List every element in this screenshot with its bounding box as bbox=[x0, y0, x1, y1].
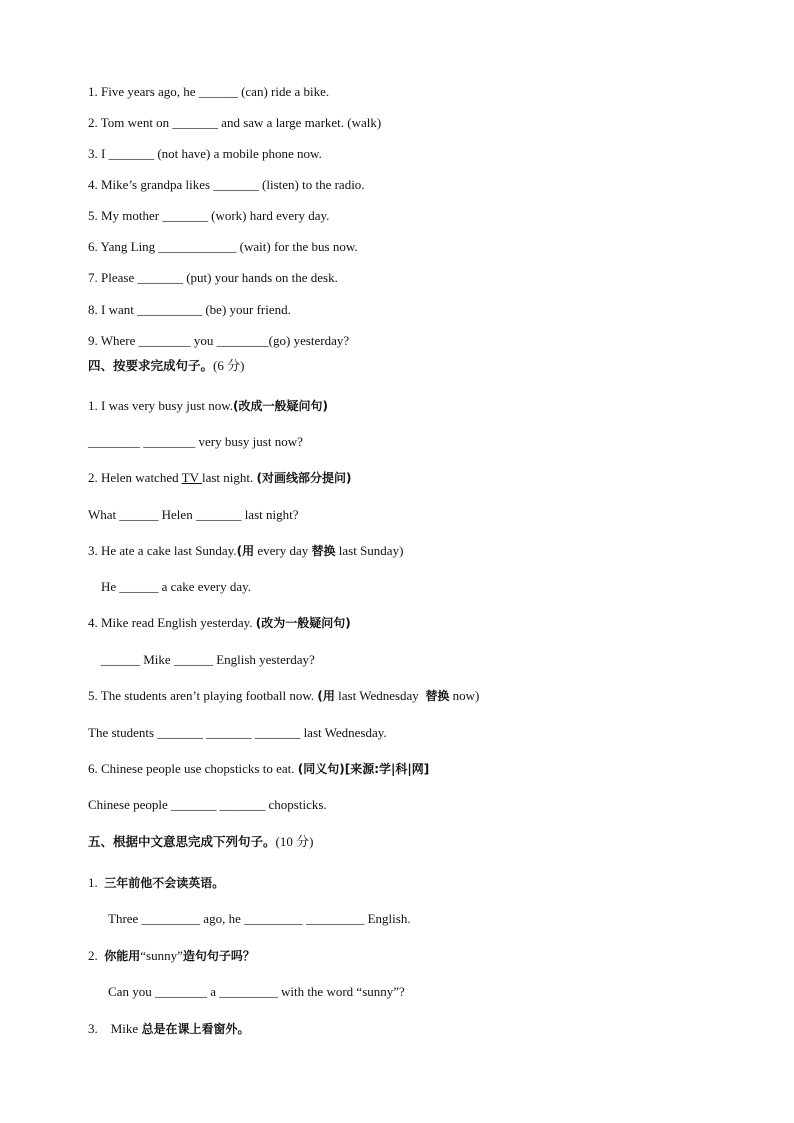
question-instruction: (用 bbox=[317, 689, 335, 703]
exercise-item: 8. I want __________ (be) your friend. bbox=[88, 302, 291, 317]
question-text: last night. bbox=[201, 470, 257, 485]
answer-line: Three _________ ago, he _________ _________ English. bbox=[108, 911, 411, 926]
question-text: “sunny” bbox=[140, 948, 183, 963]
question-chinese: 三年前他不会读英语。 bbox=[104, 876, 225, 890]
question-chinese: 总是在课上看窗外。 bbox=[141, 1022, 250, 1036]
question-text: every day bbox=[254, 543, 312, 558]
question-4-5 bbox=[88, 688, 479, 704]
exercise-item: 1. Five years ago, he ______ (can) ride a bike. bbox=[88, 84, 330, 99]
heading-points: (6 分) bbox=[213, 358, 245, 373]
question-5-2 bbox=[88, 948, 255, 964]
question-text: last Sunday) bbox=[335, 543, 404, 558]
answer-line: What ______ Helen _______ last night? bbox=[88, 507, 299, 522]
answer-line: Chinese people _______ _______ chopsticks. bbox=[88, 797, 327, 812]
exercise-item: 4. Mike’s grandpa likes _______ (listen) to the radio. bbox=[88, 177, 365, 192]
question-5-1 bbox=[88, 875, 224, 891]
answer-line: ______ Mike ______ English yesterday? bbox=[101, 652, 315, 667]
question-4-6 bbox=[88, 761, 429, 777]
question-instruction: 替换 bbox=[311, 544, 336, 558]
answer-line: He ______ a cake every day. bbox=[101, 579, 252, 594]
question-instruction: (改成一般疑问句) bbox=[233, 399, 329, 413]
section-heading-5 bbox=[88, 834, 313, 850]
question-number: 2. bbox=[88, 948, 105, 963]
question-instruction: (用 bbox=[236, 544, 255, 558]
question-instruction: (改为一般疑问句) bbox=[255, 616, 351, 630]
question-text: 2. Helen watched bbox=[88, 470, 182, 485]
question-number: 1. bbox=[88, 875, 105, 890]
answer-line: Can you ________ a _________ with the word “sunny”? bbox=[108, 984, 405, 999]
exercise-item: 3. I _______ (not have) a mobile phone now. bbox=[88, 146, 322, 161]
heading-points: (10 分) bbox=[275, 834, 314, 849]
underlined-word: TV bbox=[181, 470, 202, 485]
heading-text: 四、按要求完成句子。 bbox=[88, 358, 214, 373]
exercise-item: 2. Tom went on _______ and saw a large market. (walk) bbox=[88, 115, 382, 130]
question-chinese: 你能用 bbox=[104, 949, 141, 963]
question-4-4 bbox=[88, 615, 351, 631]
question-5-3 bbox=[88, 1021, 249, 1037]
question-text: last Wednesday bbox=[334, 688, 426, 703]
heading-text: 五、根据中文意思完成下列句子。 bbox=[88, 834, 276, 849]
question-text: 1. I was very busy just now. bbox=[88, 398, 234, 413]
exercise-item: 6. Yang Ling ____________ (wait) for the bus now. bbox=[88, 239, 358, 254]
question-number: 3. Mike bbox=[88, 1021, 142, 1036]
question-4-1 bbox=[88, 398, 328, 414]
answer-line: The students _______ _______ _______ last Wednesday. bbox=[88, 725, 387, 740]
question-text: 4. Mike read English yesterday. bbox=[88, 615, 256, 630]
exercise-item: 5. My mother _______ (work) hard every day. bbox=[88, 208, 330, 223]
answer-line: ________ ________ very busy just now? bbox=[88, 434, 303, 449]
question-4-3 bbox=[88, 543, 403, 559]
question-text: 3. He ate a cake last Sunday. bbox=[88, 543, 237, 558]
question-instruction: (对画线部分提问) bbox=[256, 471, 352, 485]
question-text: 5. The students aren’t playing football now. bbox=[88, 688, 318, 703]
section-heading-4 bbox=[88, 358, 244, 374]
question-text: now) bbox=[449, 688, 480, 703]
question-4-2 bbox=[88, 470, 352, 486]
question-chinese: 造句句子吗？ bbox=[182, 949, 255, 963]
exercise-item: 9. Where ________ you ________(go) yesterday? bbox=[88, 333, 350, 348]
question-text: 6. Chinese people use chopsticks to eat. bbox=[88, 761, 298, 776]
exercise-item: 7. Please _______ (put) your hands on the desk. bbox=[88, 270, 338, 285]
question-instruction: (同义句)[来源:学|科|网] bbox=[297, 762, 430, 776]
question-instruction: 替换 bbox=[425, 689, 450, 703]
